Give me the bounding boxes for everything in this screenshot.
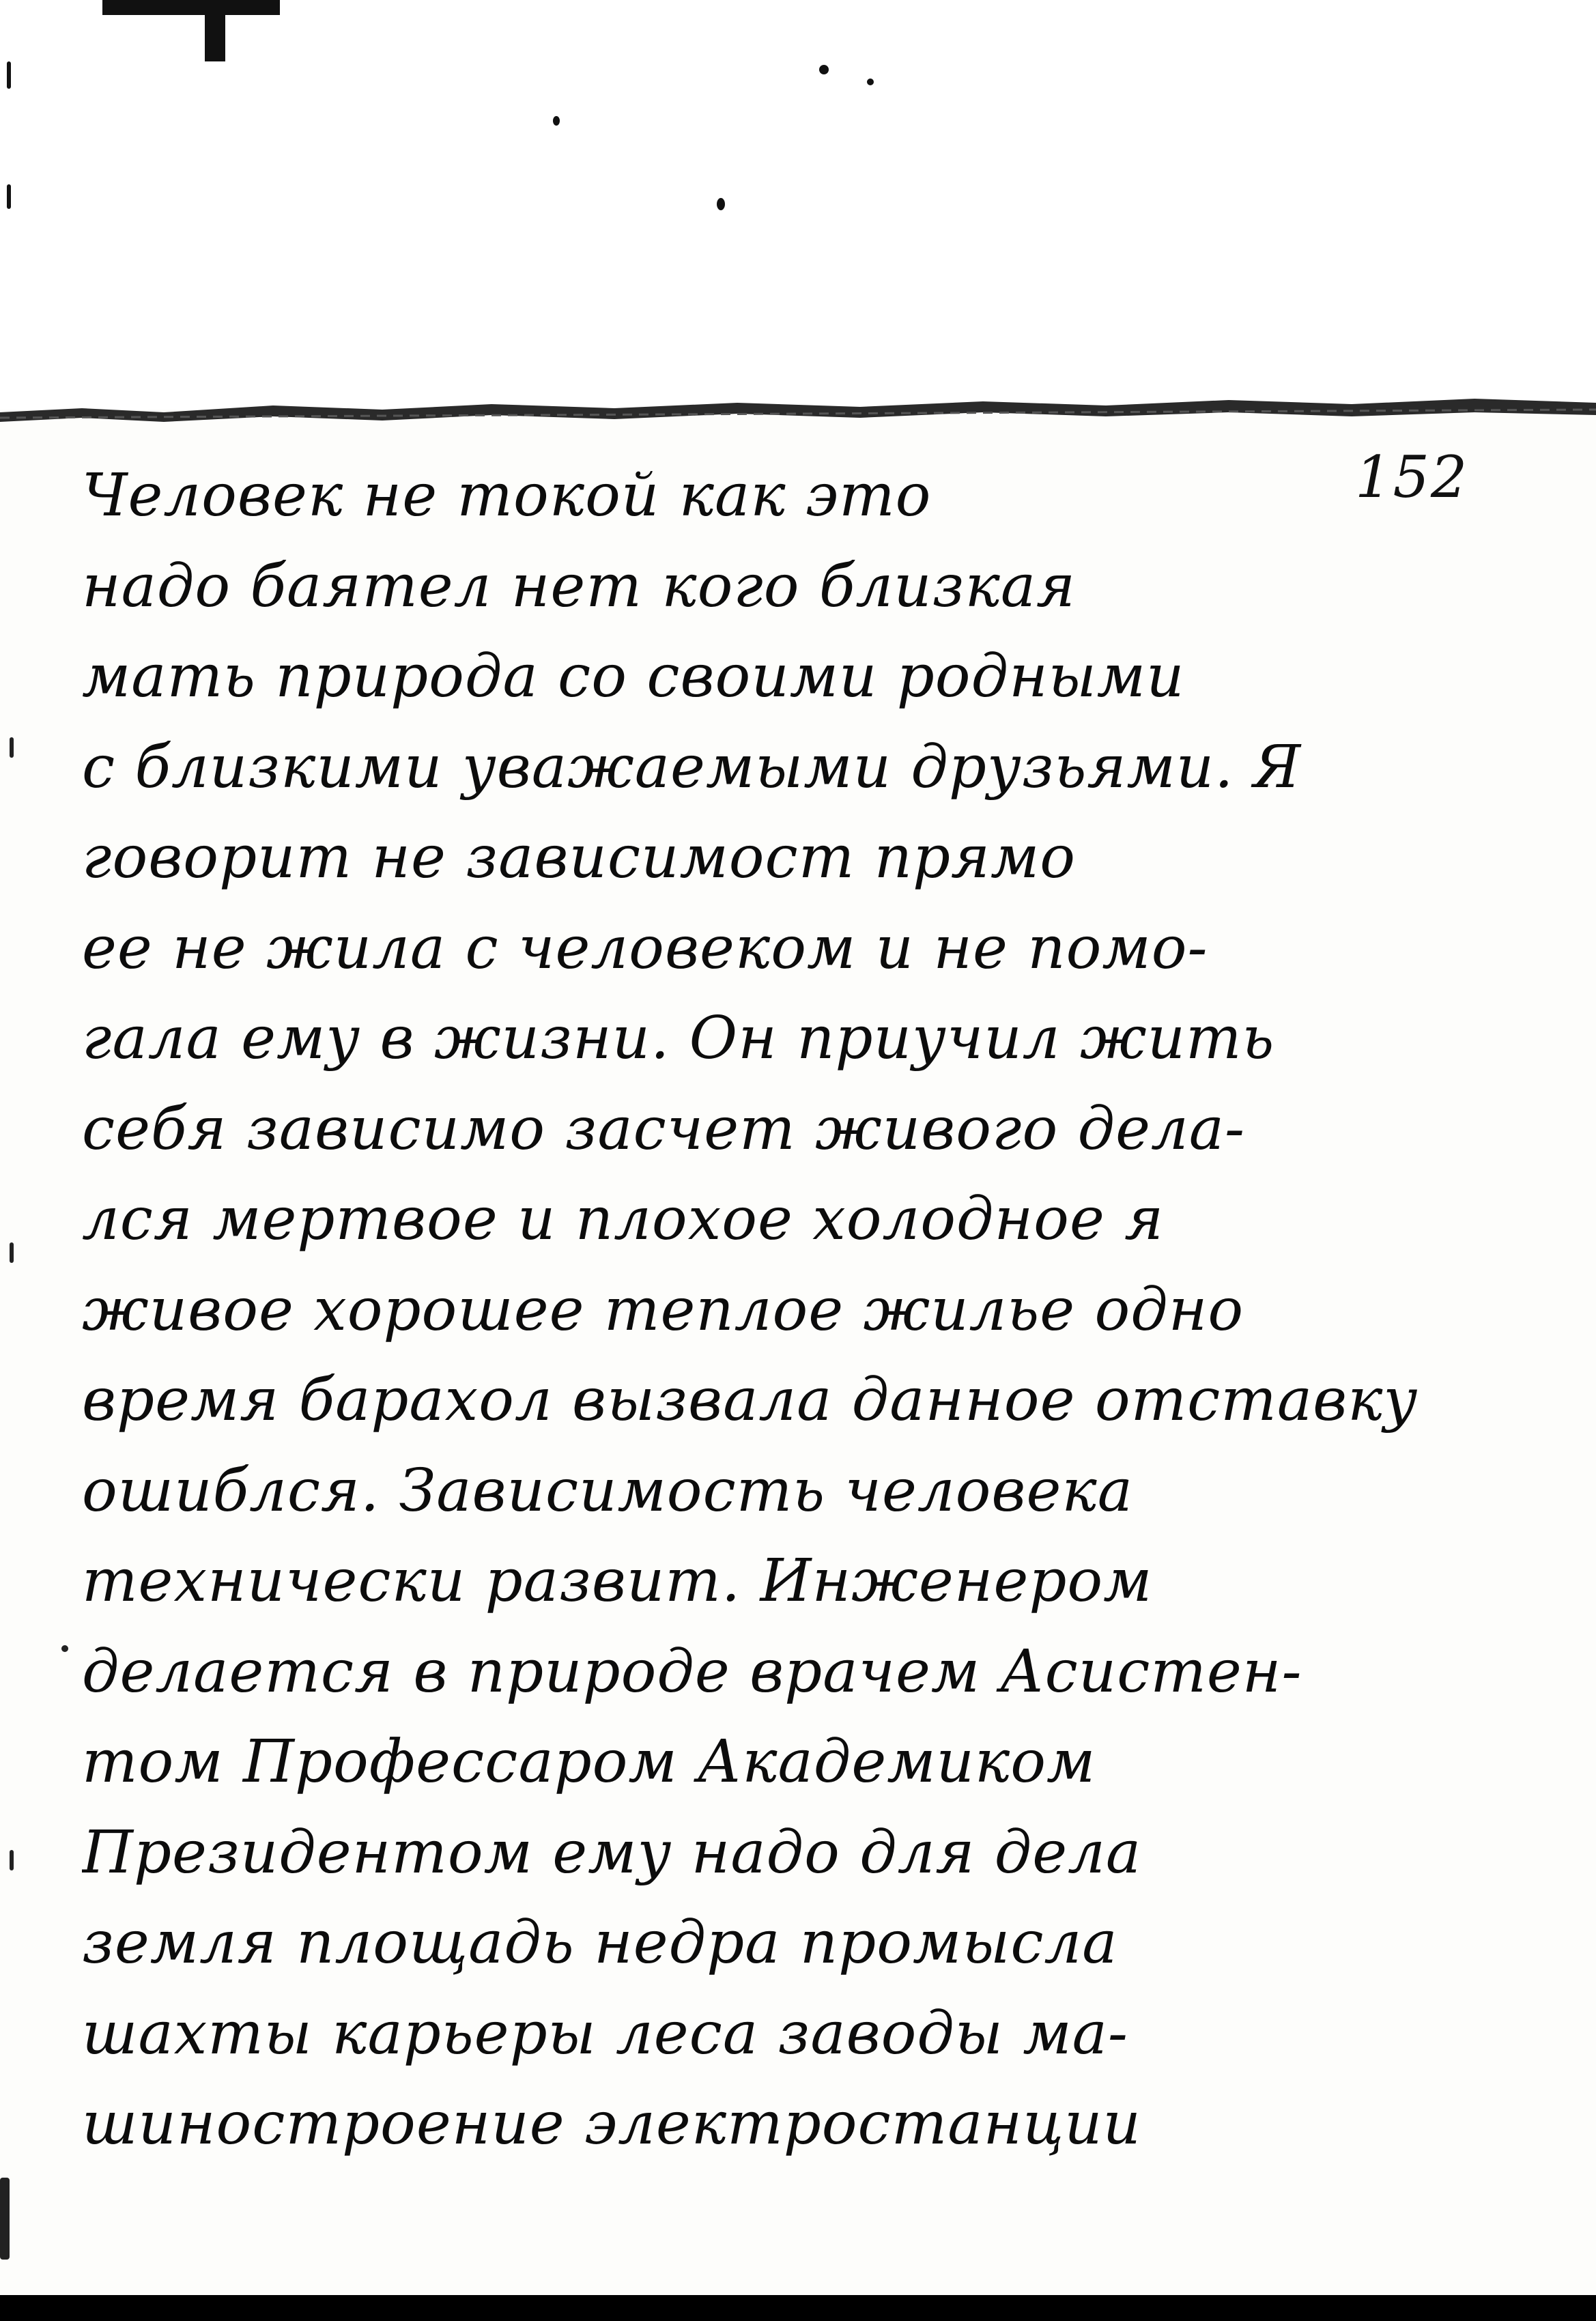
text-line: Президентом ему надо для дела	[82, 1818, 1142, 1887]
speck	[10, 1242, 14, 1263]
speck	[553, 116, 560, 126]
speck	[10, 1850, 14, 1870]
speck	[10, 737, 14, 758]
text-line: время барахол вызвала данное отставку	[82, 1366, 1419, 1434]
speck	[7, 184, 11, 209]
tape-mark	[102, 0, 280, 90]
text-line: делается в природе врачем Асистен-	[82, 1637, 1302, 1706]
text-line: мать природа со своими родными	[82, 642, 1185, 711]
speck	[819, 65, 829, 74]
text-line: ошиблся. Зависимость человека	[82, 1456, 1133, 1525]
text-line: говорит не зависимост прямо	[82, 823, 1077, 892]
text-line: надо баятел нет кого близкая	[82, 552, 1077, 621]
text-line: живое хорошее теплое жилье одно	[82, 1275, 1244, 1344]
text-line: лся мертвое и плохое холодное я	[82, 1185, 1165, 1253]
text-line: себя зависимо засчет живого дела-	[82, 1094, 1246, 1163]
page-number: 152	[1355, 444, 1469, 511]
sheet-torn-edge	[0, 382, 1596, 423]
text-line: земля площадь недра промысла	[82, 1909, 1118, 1977]
speck	[0, 2178, 10, 2260]
text-line: шахты карьеры леса заводы ма-	[82, 1999, 1128, 2068]
scan-bottom-edge	[0, 2295, 1596, 2321]
text-line: ее не жила с человеком и не помо-	[82, 913, 1208, 982]
handwritten-text	[82, 451, 1468, 2169]
text-line: технически развит. Инженером	[82, 1547, 1153, 1615]
text-line: том Профессаром Академиком	[82, 1728, 1096, 1796]
text-line: гала ему в жизни. Он приучил жить	[82, 1004, 1275, 1072]
text-line: с близкими уважаемыми друзьями. Я	[82, 732, 1302, 801]
text-line: Человек не токой как это	[82, 461, 932, 530]
text-line: шиностроение электростанции	[82, 2090, 1141, 2158]
blank-top-area	[0, 0, 1596, 410]
speck	[717, 198, 725, 210]
speck	[61, 1645, 68, 1652]
speck	[7, 61, 11, 89]
speck	[867, 79, 874, 85]
